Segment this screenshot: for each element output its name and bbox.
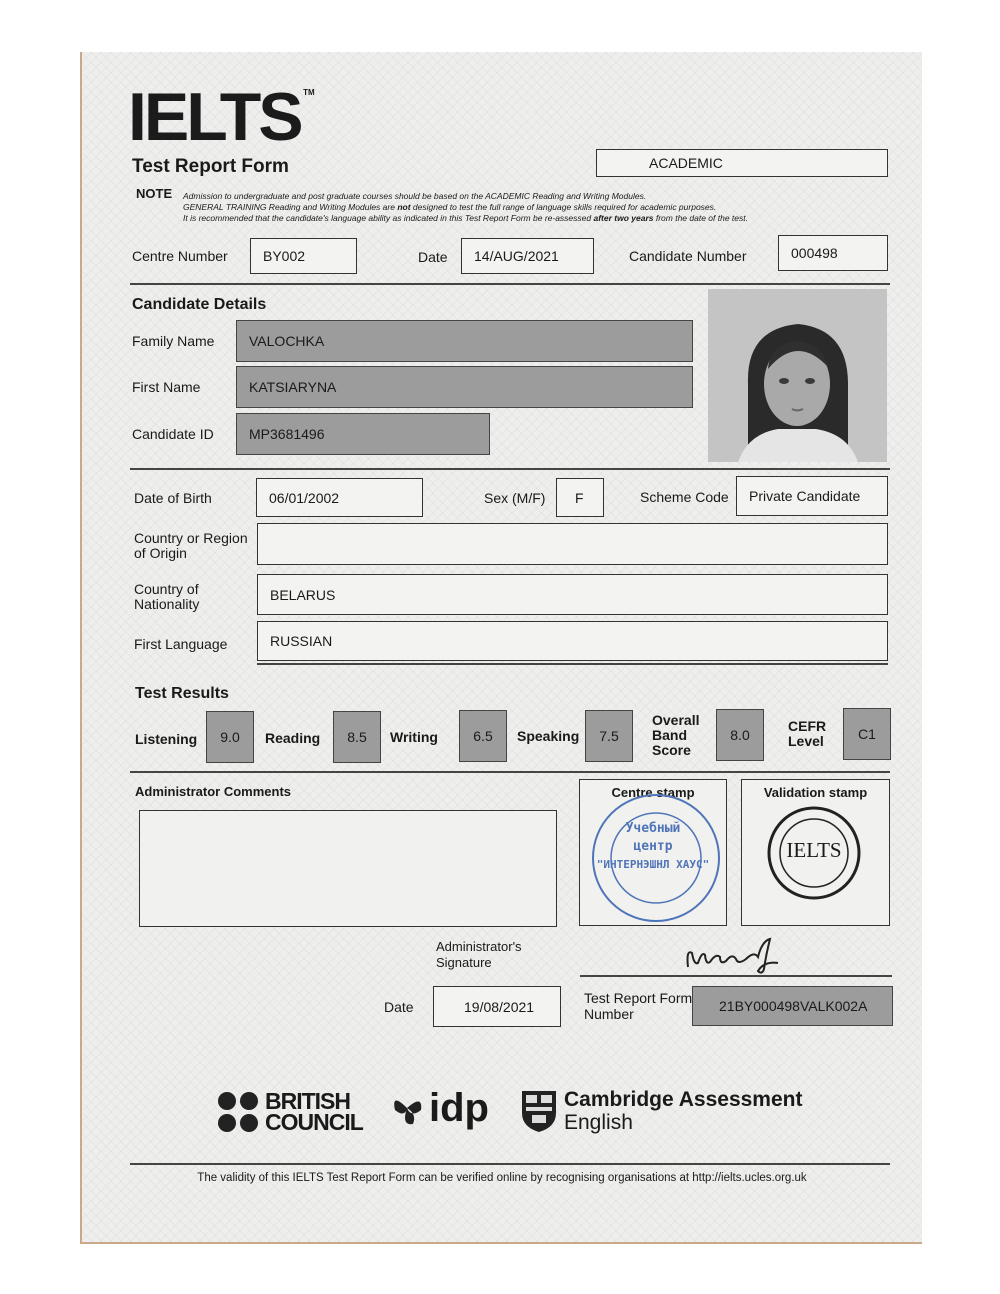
listening-score: 9.0 (206, 711, 254, 763)
divider (130, 771, 890, 773)
origin-field (257, 523, 888, 565)
signature-label: Administrator's Signature (436, 939, 522, 970)
candidate-details-title: Candidate Details (132, 296, 267, 313)
test-report-form (80, 52, 922, 1244)
dob-label: Date of Birth (134, 490, 212, 506)
writing-label: Writing (390, 729, 438, 745)
signature-line (580, 975, 892, 977)
footer-divider (130, 1163, 890, 1165)
centre-number-label: Centre Number (132, 248, 228, 264)
first-language-label: First Language (134, 636, 228, 652)
admin-comments-field (139, 810, 557, 927)
validation-seal-text: IELTS (786, 838, 842, 862)
trademark: TM (303, 88, 315, 97)
cambridge-assessment-logo: Cambridge Assessment English (520, 1088, 802, 1134)
module-field: ACADEMIC (596, 149, 888, 177)
centre-stamp-box (579, 779, 727, 926)
reading-score: 8.5 (333, 711, 381, 763)
trf-number-label: Test Report Form Number (584, 990, 693, 1022)
validation-stamp-label: Validation stamp (763, 785, 868, 800)
first-name-label: First Name (132, 379, 201, 395)
trf-number-field: 21BY000498VALK002A (692, 986, 893, 1026)
first-name-field: KATSIARYNA (236, 366, 693, 408)
listening-label: Listening (135, 731, 198, 747)
ielts-logo-text: IELTS (128, 79, 301, 155)
note-line-2: GENERAL TRAINING Reading and Writing Modules are not designed to test the full range of language skills required for academic purposes. (183, 202, 717, 212)
issue-date-field: 19/08/2021 (433, 986, 561, 1027)
dob-field: 06/01/2002 (256, 478, 423, 517)
note-text (183, 191, 883, 224)
family-name-label: Family Name (132, 333, 215, 349)
cefr-label: CEFR Level (788, 718, 827, 749)
overall-score: 8.0 (716, 709, 764, 761)
divider (130, 283, 890, 285)
cefr-level: C1 (843, 708, 891, 760)
candidate-number-field: 000498 (778, 235, 888, 271)
form-title: Test Report Form (132, 156, 289, 177)
note-line-3: It is recommended that the candidate's language ability as indicated in this Test Report Form be re-assessed after two years from the date of the test. (183, 213, 748, 223)
family-name-field: VALOCHKA (236, 320, 693, 362)
cambridge-shield-icon (520, 1089, 558, 1133)
divider (257, 663, 888, 665)
first-language-field: RUSSIAN (257, 621, 888, 661)
british-council-logo: BRITISH COUNCIL (216, 1090, 363, 1134)
nationality-field: BELARUS (257, 574, 888, 615)
idp-leaf-icon (387, 1088, 427, 1128)
note-line-1: Admission to undergraduate and post graduate courses should be based on the ACADEMIC Reading and Writing Modules. (183, 191, 647, 201)
origin-label: Country or Region of Origin (134, 530, 248, 561)
overall-label: Overall Band Score (652, 712, 700, 758)
test-date-label: Date (418, 249, 448, 265)
idp-logo: idp (387, 1088, 489, 1128)
test-results-title: Test Results (135, 685, 229, 702)
candidate-id-field: MP3681496 (236, 413, 490, 455)
administrator-signature (680, 935, 800, 977)
sex-label: Sex (M/F) (484, 490, 546, 506)
ielts-logo (128, 78, 315, 156)
candidate-photo (708, 289, 887, 462)
speaking-label: Speaking (517, 728, 580, 744)
scheme-code-field: Private Candidate (736, 476, 888, 516)
speaking-score: 7.5 (585, 710, 633, 762)
writing-score: 6.5 (459, 710, 507, 762)
nationality-label: Country of Nationality (134, 581, 200, 612)
divider (130, 468, 890, 470)
centre-stamp-label: Centre stamp (611, 785, 695, 800)
reading-label: Reading (265, 730, 321, 746)
issue-date-label: Date (384, 999, 414, 1015)
centre-number-field: BY002 (250, 238, 357, 274)
validation-stamp-box (741, 779, 890, 926)
scheme-code-label: Scheme Code (640, 489, 729, 505)
centre-stamp-text: Учебный центр "ИНТЕРНЭШНЛ ХАУС" (596, 821, 710, 871)
sex-field: F (556, 478, 604, 517)
note-label: NOTE (136, 186, 173, 201)
test-date-field: 14/AUG/2021 (461, 238, 594, 274)
admin-comments-label: Administrator Comments (135, 784, 292, 799)
candidate-id-label: Candidate ID (132, 426, 214, 442)
british-council-dots-icon (216, 1090, 260, 1134)
candidate-number-label: Candidate Number (629, 248, 747, 264)
footer-verification-text: The validity of this IELTS Test Report Form can be verified online by recognising organisations at http://ielts.ucles.org.uk (197, 1172, 807, 1184)
